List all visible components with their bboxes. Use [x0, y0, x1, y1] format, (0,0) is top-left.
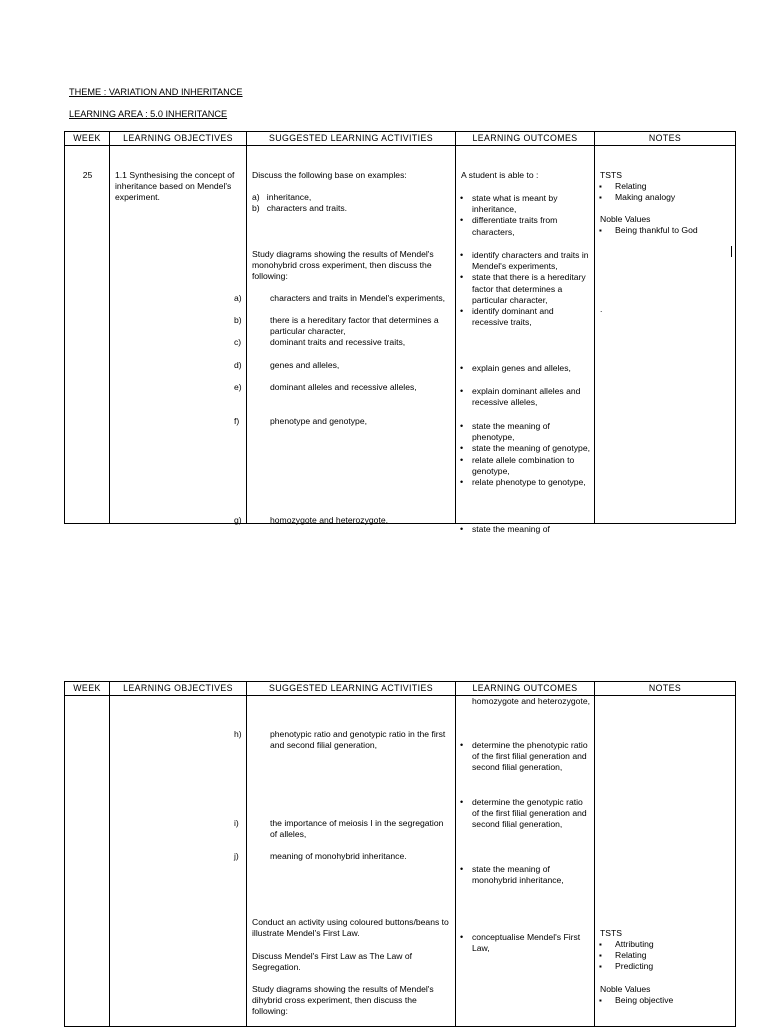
notes-item: ▪ Attributing: [597, 939, 732, 950]
outcomes-list-10: [458, 932, 591, 954]
outcome-item: • state the meaning of monohybrid inheritance,: [458, 864, 591, 886]
notes-noble-list: [597, 225, 732, 236]
outcome-item: • state that there is a hereditary factor that determines a particular character,: [458, 272, 591, 306]
notes-noble-heading: Noble Values: [600, 984, 651, 994]
notes-item: ▪ Relating: [597, 181, 732, 192]
header-week: WEEK: [65, 682, 110, 696]
outcome-item: • relate allele combination to genotype,: [458, 455, 591, 477]
header-notes: NOTES: [595, 682, 736, 696]
outcomes-list-8: [458, 797, 591, 831]
theme-heading: THEME : VARIATION AND INHERITANCE: [69, 87, 243, 97]
scheme-table-2: [64, 681, 736, 1027]
notes-item: ▪ Being objective: [597, 995, 732, 1006]
week-cell: [65, 146, 110, 524]
activity-item-i: i) the importance of meiosis I in the segregation of alleles,: [234, 818, 444, 840]
notes-cell: [595, 696, 736, 1027]
activity-item-d: d) genes and alleles,: [234, 360, 340, 370]
header-learning-outcomes: LEARNING OUTCOMES: [456, 132, 595, 146]
outcomes-list-7: [458, 740, 591, 774]
notes-tsts-heading: TSTS: [600, 170, 622, 180]
outcome-item: • explain dominant alleles and recessive alleles,: [458, 386, 591, 408]
outcome-continued: homozygote and heterozygote,: [472, 696, 591, 706]
outcome-item: • conceptualise Mendel's First Law,: [458, 932, 591, 954]
activity-item-e: e) dominant alleles and recessive alleles,: [234, 382, 417, 392]
activity-discuss-first-law: Discuss Mendel's First Law as The Law of Segregation.: [252, 951, 413, 973]
outcome-item: • state the meaning of genotype,: [458, 443, 591, 454]
outcome-item: • differentiate traits from characters,: [458, 215, 591, 237]
notes-noble-list: [597, 995, 732, 1006]
outcome-item: • determine the genotypic ratio of the first filial generation and second filial generation,: [458, 797, 591, 831]
activity-item-j: j) meaning of monohybrid inheritance.: [234, 851, 407, 861]
notes-item: ▪ Relating: [597, 950, 732, 961]
outcomes-list-2: [458, 250, 591, 328]
outcomes-list-9: [458, 864, 591, 886]
learning-area-heading: LEARNING AREA : 5.0 INHERITANCE: [69, 109, 228, 119]
notes-item: ▪ Being thankful to God: [597, 225, 732, 236]
header-suggested-learning-activities: SUGGESTED LEARNING ACTIVITIES: [247, 132, 456, 146]
outcomes-cell: [456, 146, 595, 534]
objective-cell: [110, 146, 247, 524]
outcomes-list-4: [458, 386, 591, 408]
outcomes-intro: A student is able to :: [461, 170, 539, 180]
outcomes-list-1: [458, 193, 591, 238]
activity-item-c: c) dominant traits and recessive traits,: [234, 337, 406, 347]
notes-tsts-list: [597, 181, 732, 203]
activity-item-a: a) inheritance,: [252, 192, 312, 202]
header-learning-objectives: LEARNING OBJECTIVES: [110, 132, 247, 146]
learning-objective: 1.1 Synthesising the concept of inheritance based on Mendel's experiment.: [115, 170, 235, 203]
text-cursor-mark: [731, 246, 732, 257]
outcomes-cell: [456, 696, 595, 1027]
header-week: WEEK: [65, 132, 110, 146]
header-suggested-learning-activities: SUGGESTED LEARNING ACTIVITIES: [247, 682, 456, 696]
activity-study-dihybrid: Study diagrams showing the results of Mendel's dihybrid cross experiment, then discuss the following:: [252, 984, 434, 1017]
outcome-item: • determine the phenotypic ratio of the first filial generation and second filial generation,: [458, 740, 591, 774]
week-cell: [65, 696, 110, 1027]
outcome-item: • relate phenotype to genotype,: [458, 477, 591, 488]
outcomes-list-3: [458, 363, 591, 374]
outcomes-list-6: [458, 524, 591, 535]
notes-item: ▪ Making analogy: [597, 192, 732, 203]
notes-noble-heading: Noble Values: [600, 214, 651, 224]
activity-item-a2: a) characters and traits in Mendel's experiments,: [234, 293, 446, 303]
outcome-item: • state the meaning of: [458, 524, 591, 535]
notes-cell: [595, 146, 736, 524]
outcome-item: • identify dominant and recessive traits,: [458, 306, 591, 328]
activity-conduct: Conduct an activity using coloured buttons/beans to illustrate Mendel's First Law.: [252, 917, 449, 939]
activities-cell: [234, 146, 456, 525]
activities-cell: [234, 696, 456, 1027]
activity-item-b: b) characters and traits.: [252, 203, 348, 213]
activity-study-monohybrid: Study diagrams showing the results of Mendel's monohybrid cross experiment, then discuss the following:: [252, 249, 434, 282]
activity-item-b2: b) there is a hereditary factor that determines a particular character,: [234, 315, 439, 337]
outcome-item: • identify characters and traits in Mendel's experiments,: [458, 250, 591, 272]
notes-tsts-list: [597, 939, 732, 973]
objective-cell: [110, 696, 247, 1027]
outcome-item: • state what is meant by inheritance,: [458, 193, 591, 215]
outcome-item: • state the meaning of phenotype,: [458, 421, 591, 443]
notes-item: ▪ Predicting: [597, 961, 732, 972]
activity-item-f: f) phenotype and genotype,: [234, 416, 368, 426]
scheme-table-1: [64, 131, 736, 534]
activity-item-g: g) homozygote and heterozygote,: [234, 515, 389, 525]
header-learning-objectives: LEARNING OBJECTIVES: [110, 682, 247, 696]
notes-stray-dot: .: [600, 304, 603, 314]
outcomes-list-5: [458, 421, 591, 488]
week-number: 25: [82, 170, 93, 180]
activity-intro: Discuss the following base on examples:: [252, 170, 407, 180]
activity-item-h: h) phenotypic ratio and genotypic ratio in the first and second filial generation,: [234, 729, 446, 751]
header-notes: NOTES: [595, 132, 736, 146]
outcome-item: • explain genes and alleles,: [458, 363, 591, 374]
header-learning-outcomes: LEARNING OUTCOMES: [456, 682, 595, 696]
notes-tsts-heading: TSTS: [600, 928, 622, 938]
